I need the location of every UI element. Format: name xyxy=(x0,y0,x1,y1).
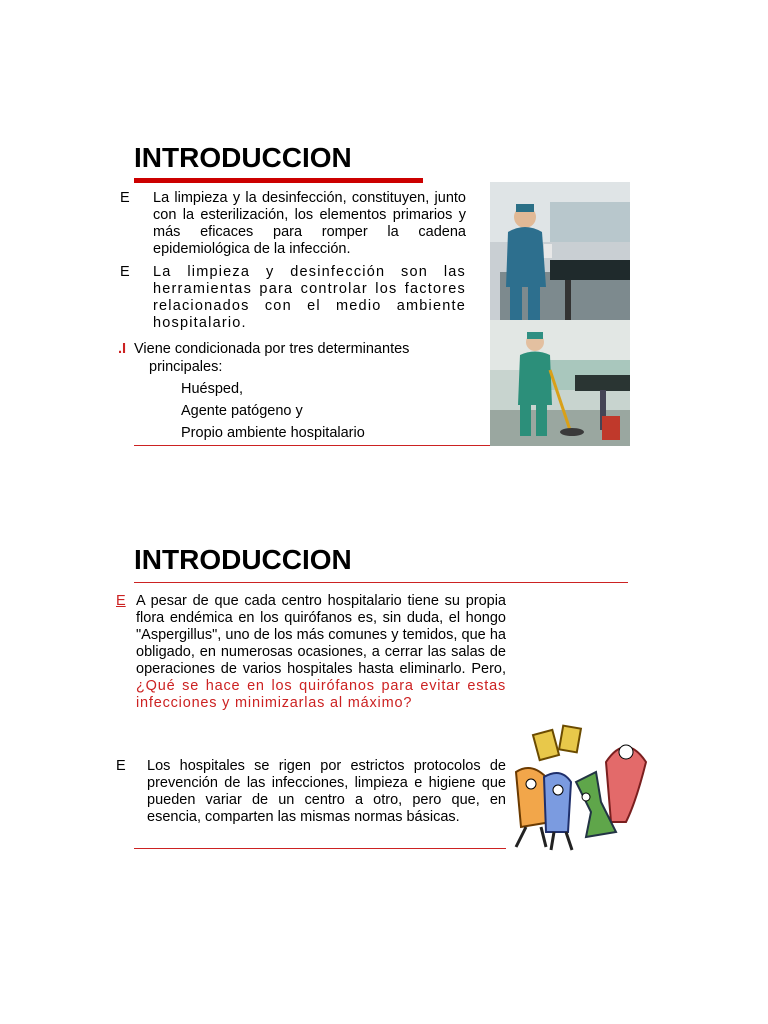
bullet-text-body: A pesar de que cada centro hospitalario tiene su propia flora endémica en los quirófanos es, sin duda, el hongo "Aspergillus", uno de los más comunes y temidos, que ha obligado, en numerosas ocasiones, a cerrar las salas de operaciones de varios hospitales hasta eliminarlo. Pero, xyxy=(136,593,506,677)
bullet-text: Los hospitales se rigen por estrictos protocolos de prevención de las infecciones, limpieza e higiene que pueden variar de un centro a otro, pero que, en esencia, comparten las mismas normas básicas. xyxy=(147,758,506,825)
germs-cartoon-illustration xyxy=(506,722,654,854)
bullet-text: La limpieza y la desinfección, constituyen, junto con la esterilización, los elementos primarios y más eficaces para romper la cadena epidemiológica de la infección. xyxy=(153,190,466,257)
slide-title: INTRODUCCION xyxy=(134,142,352,173)
bullet-text: La limpieza y desinfección son las herramientas para controlar los factores relacionados con el medio ambiente hospitalario. xyxy=(153,264,466,331)
bullet-marker: E xyxy=(120,190,130,206)
bullet-text: Viene condicionada por tres determinantes xyxy=(134,341,410,357)
bullet-text-continuation: principales: xyxy=(149,359,223,375)
highlight-question: ¿Qué se hace en los quirófanos para evitar estas infecciones y minimizarlas al máximo? xyxy=(136,678,506,711)
sub-item: Huésped, xyxy=(181,381,244,397)
bullet-marker: E xyxy=(120,264,130,280)
bullet-marker: E xyxy=(116,593,126,609)
slide-title: INTRODUCCION xyxy=(134,544,352,575)
bullet-marker: .I xyxy=(118,341,127,357)
bullet-marker: E xyxy=(116,758,126,774)
sub-item: Propio ambiente hospitalario xyxy=(181,425,365,441)
bullet-text xyxy=(136,593,506,712)
sub-item: Agente patógeno y xyxy=(181,403,303,419)
title-rule xyxy=(134,582,628,583)
